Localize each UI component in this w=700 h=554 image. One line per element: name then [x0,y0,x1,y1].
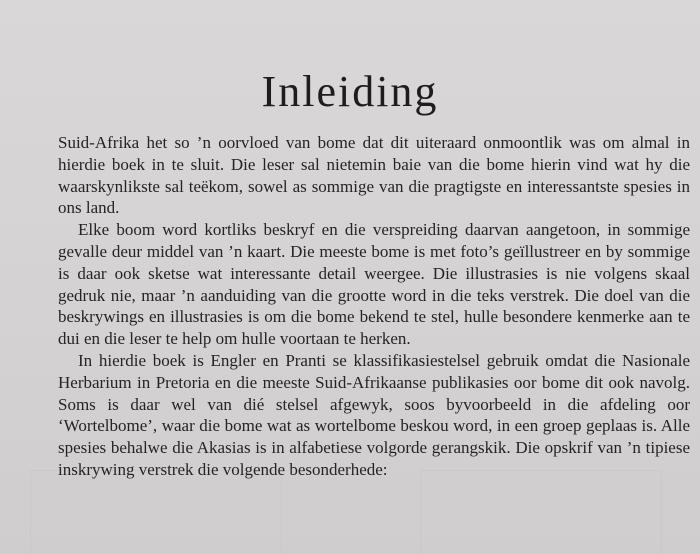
paragraph: In hierdie boek is Engler en Pranti se klassifikasiestelsel gebruik omdat die Nasionale Herbarium in Pretoria en die meeste Suid-Afrikaanse publikasies oor bome dit ook navolg. Soms is daar wel van dié stelsel afgewyk, soos byvoorbeeld in die afdeling oor ‘Wortelbome’, waar die bome wat as wortelbome beskou word, in een groep geplaas is. Alle spesies behalwe die Akasias is in alfabetiese volgorde gerangskik. Die opskrif van ’n tipiese inskrywing verstrek die volgende besonderhede: [58,350,690,479]
page-heading: Inleiding [261,67,439,116]
paragraph: Elke boom word kortliks beskryf en die verspreiding daarvan aangetoon, in sommige gevalle deur middel van ’n kaart. Die meeste bome is met foto’s geïllustreer en by sommige is daar ook sketse wat interessante detail weergee. Die illustrasies is nie volgens skaal gedruk nie, maar ’n aanduiding van die grootte word in die teks verstrek. Die doel van die beskrywings en illustrasies is om die bome bekend te stel, hulle besondere kenmerke aan te dui en die leser te help om hulle voortaan te herken. [58,220,690,349]
body-text [58,132,690,481]
bleed-through-shape [30,470,282,554]
bleed-through-shape [420,470,662,554]
paragraph: Suid-Afrika het so ’n oorvloed van bome dat dit uiteraard onmoontlik was om almal in hierdie boek in te sluit. Die leser sal nietemin baie van die bome hierin vind wat hy die waarskynlikste sal teëkom, sowel as sommige van die pragtigste en interessantste spesies in ons land. [58,133,690,218]
